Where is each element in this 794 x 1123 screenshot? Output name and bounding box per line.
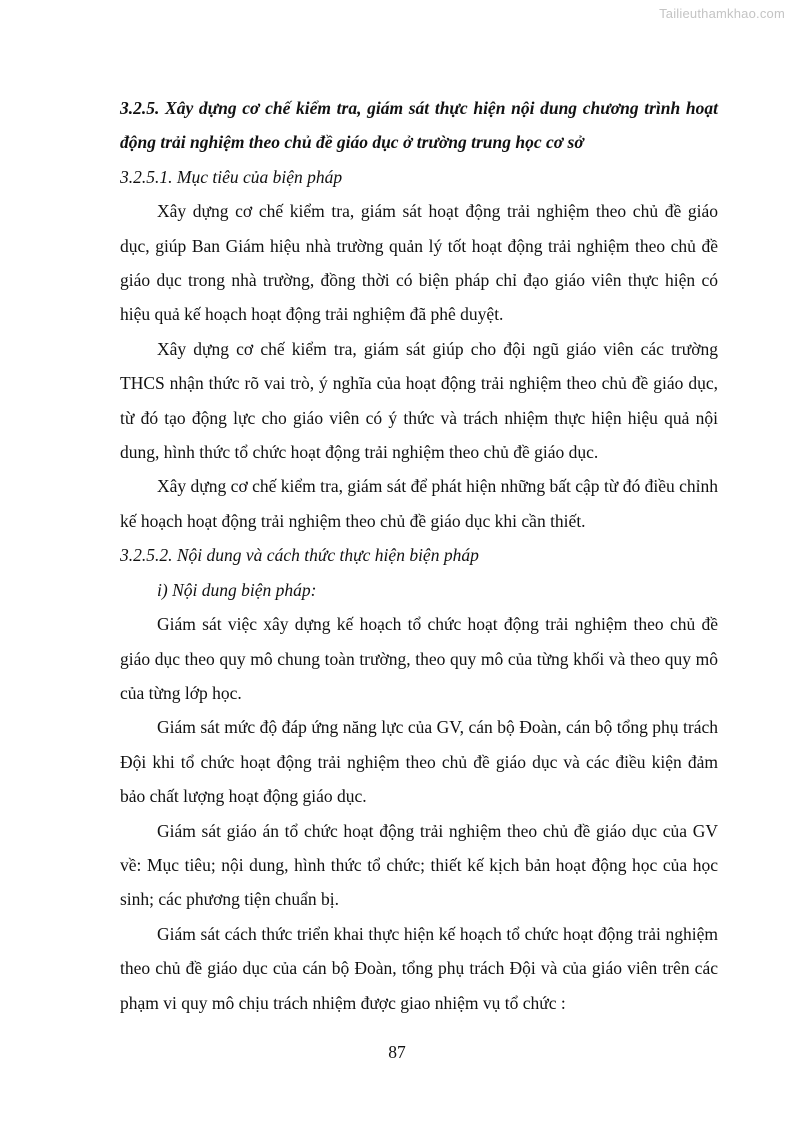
paragraph: Giám sát giáo án tổ chức hoạt động trải nghiệm theo chủ đề giáo dục của GV về: Mục tiêu; nội dung, hình thức tổ chức; thiết kế kịch bản hoạt động học của học sinh; các phương tiện chuẩn bị. [120, 820, 718, 910]
paragraph: Xây dựng cơ chế kiểm tra, giám sát hoạt động trải nghiệm theo chủ đề giáo dục, giúp Ban Giám hiệu nhà trường quản lý tốt hoạt động trải nghiệm theo chủ đề giáo dục trong nhà trường, đồng thời có biện pháp chỉ đạo giáo viên thực hiện có hiệu quả kế hoạch hoạt động trải nghiệm đã phê duyệt. [120, 201, 718, 325]
page-number: 87 [388, 1042, 406, 1062]
paragraph: Giám sát cách thức triển khai thực hiện kế hoạch tổ chức hoạt động trải nghiệm theo chủ đề giáo dục của cán bộ Đoàn, tổng phụ trách Đội và của giáo viên trên các phạm vi quy mô chịu trách nhiệm được giao nhiệm vụ tổ chức : [120, 923, 718, 1013]
section-heading: 3.2.5. Xây dựng cơ chế kiểm tra, giám sát thực hiện nội dung chương trình hoạt động trải nghiệm theo chủ đề giáo dục ở trường trung học cơ sở [120, 98, 718, 153]
paragraph: Xây dựng cơ chế kiểm tra, giám sát giúp cho đội ngũ giáo viên các trường THCS nhận thức rõ vai trò, ý nghĩa của hoạt động trải nghiệm theo chủ đề giáo dục, từ đó tạo động lực cho giáo viên có ý thức và trách nhiệm thực hiện hiệu quả nội dung, hình thức tổ chức hoạt động trải nghiệm theo chủ đề giáo dục. [120, 338, 718, 463]
paragraph: Giám sát mức độ đáp ứng năng lực của GV, cán bộ Đoàn, cán bộ tổng phụ trách Đội khi tổ chức hoạt động trải nghiệm theo chủ đề giáo dục và các điều kiện đảm bảo chất lượng hoạt động giáo dục. [120, 717, 718, 807]
subsection-2-title: 3.2.5.2. Nội dung và cách thức thực hiện biện pháp [120, 545, 479, 566]
paragraph: Giám sát việc xây dựng kế hoạch tổ chức hoạt động trải nghiệm theo chủ đề giáo dục theo quy mô chung toàn trường, theo quy mô của từng khối và theo quy mô của từng lớp học. [120, 614, 718, 703]
subsection-2-label: i) Nội dung biện pháp: [157, 579, 317, 600]
paragraph: Xây dựng cơ chế kiểm tra, giám sát để phát hiện những bất cập từ đó điều chỉnh kế hoạch hoạt động trải nghiệm theo chủ đề giáo dục khi cần thiết. [120, 476, 718, 531]
subsection-1-title: 3.2.5.1. Mục tiêu của biện pháp [120, 166, 343, 187]
document-body [120, 91, 718, 1020]
watermark-text: Tailieuthamkhao.com [659, 6, 785, 21]
